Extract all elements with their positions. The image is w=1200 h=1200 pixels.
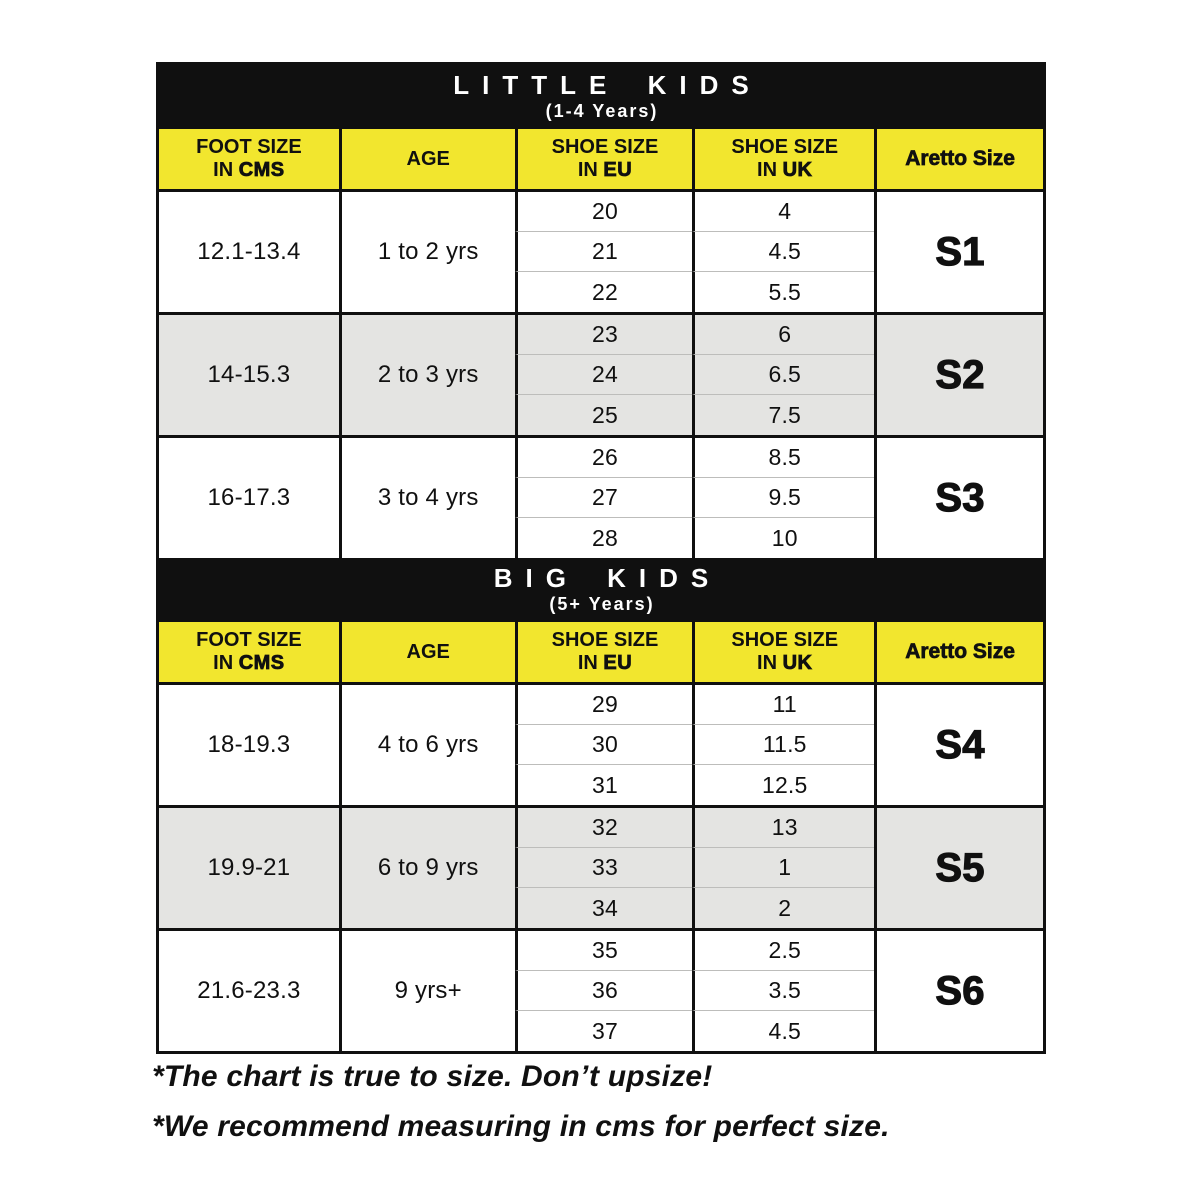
section-subtitle: (5+ Years): [549, 594, 655, 614]
uk-size: 7.5: [692, 395, 874, 435]
uk-size: 9.5: [692, 478, 874, 518]
eu-size: 31: [515, 765, 693, 805]
uk-size: 5.5: [692, 272, 874, 312]
size-group-s5: [159, 805, 1043, 928]
uk-size: 6.5: [692, 355, 874, 395]
header-age: AGE: [339, 622, 515, 682]
aretto-size-code: S6: [874, 931, 1043, 1051]
column-header-row: [159, 129, 1043, 192]
header-foot-size: FOOT SIZE IN CMS: [196, 136, 302, 181]
age-range: 4 to 6 yrs: [339, 685, 515, 805]
uk-size: 6: [692, 315, 874, 355]
big-kids-banner: [159, 558, 1043, 622]
uk-size: 8.5: [692, 438, 874, 478]
kids-size-chart-table: [156, 62, 1046, 1054]
eu-size: 28: [515, 518, 693, 558]
foot-size-range: 12.1-13.4: [197, 238, 301, 265]
eu-size: 33: [515, 848, 693, 888]
uk-size: 10: [692, 518, 874, 558]
header-shoe-size-uk: SHOE SIZE IN UK: [692, 622, 874, 682]
age-range: 1 to 2 yrs: [339, 192, 515, 312]
size-group-s4: [159, 685, 1043, 805]
eu-size: 36: [515, 971, 693, 1011]
aretto-size-code: S2: [874, 315, 1043, 435]
eu-size: 32: [515, 808, 693, 848]
uk-size: 12.5: [692, 765, 874, 805]
header-shoe-size-uk: SHOE SIZE IN UK: [692, 129, 874, 189]
header-aretto-size: Aretto Size: [874, 129, 1043, 189]
eu-size: 35: [515, 931, 693, 971]
eu-size: 34: [515, 888, 693, 928]
foot-size-range: 16-17.3: [207, 484, 291, 511]
uk-size: 11.5: [692, 725, 874, 765]
header-shoe-size-eu: SHOE SIZE IN EU: [515, 622, 693, 682]
size-group-s3: [159, 435, 1043, 558]
eu-size: 23: [515, 315, 693, 355]
eu-size: 27: [515, 478, 693, 518]
age-range: 9 yrs+: [339, 931, 515, 1051]
uk-size: 2.5: [692, 931, 874, 971]
header-foot-size: FOOT SIZE IN CMS: [196, 629, 302, 674]
eu-size: 30: [515, 725, 693, 765]
size-group-s1: [159, 192, 1043, 312]
aretto-size-code: S5: [874, 808, 1043, 928]
eu-size: 29: [515, 685, 693, 725]
header-aretto-size: Aretto Size: [874, 622, 1043, 682]
size-group-s2: [159, 312, 1043, 435]
eu-size: 24: [515, 355, 693, 395]
foot-size-range: 21.6-23.3: [197, 977, 301, 1004]
aretto-size-code: S1: [874, 192, 1043, 312]
section-title: LITTLE KIDS: [453, 70, 762, 101]
foot-size-range: 19.9-21: [207, 854, 291, 881]
eu-size: 37: [515, 1011, 693, 1051]
footnotes: [152, 1062, 1092, 1162]
uk-size: 2: [692, 888, 874, 928]
uk-size: 4.5: [692, 232, 874, 272]
eu-size: 22: [515, 272, 693, 312]
eu-size: 21: [515, 232, 693, 272]
foot-size-range: 14-15.3: [207, 361, 291, 388]
foot-size-range: 18-19.3: [207, 731, 291, 758]
aretto-size-code: S4: [874, 685, 1043, 805]
footnote-true-to-size: *The chart is true to size. Don’t upsize!: [152, 1060, 713, 1093]
header-foot-size-line1: FOOT SIZE: [196, 136, 302, 158]
eu-size: 25: [515, 395, 693, 435]
uk-size: 4.5: [692, 1011, 874, 1051]
footnote-measure-cms: *We recommend measuring in cms for perfect size.: [152, 1110, 890, 1143]
uk-size: 11: [692, 685, 874, 725]
header-shoe-size-eu: SHOE SIZE IN EU: [515, 129, 693, 189]
uk-size: 1: [692, 848, 874, 888]
section-subtitle: (1-4 Years): [545, 101, 659, 121]
age-range: 6 to 9 yrs: [339, 808, 515, 928]
uk-size: 13: [692, 808, 874, 848]
size-group-s6: [159, 928, 1043, 1051]
eu-size: 20: [515, 192, 693, 232]
eu-size: 26: [515, 438, 693, 478]
aretto-size-code: S3: [874, 438, 1043, 558]
age-range: 3 to 4 yrs: [339, 438, 515, 558]
little-kids-banner: [159, 65, 1043, 129]
column-header-row: [159, 622, 1043, 685]
age-range: 2 to 3 yrs: [339, 315, 515, 435]
uk-size: 4: [692, 192, 874, 232]
header-age: AGE: [339, 129, 515, 189]
section-title: BIG KIDS: [493, 563, 722, 594]
uk-size: 3.5: [692, 971, 874, 1011]
